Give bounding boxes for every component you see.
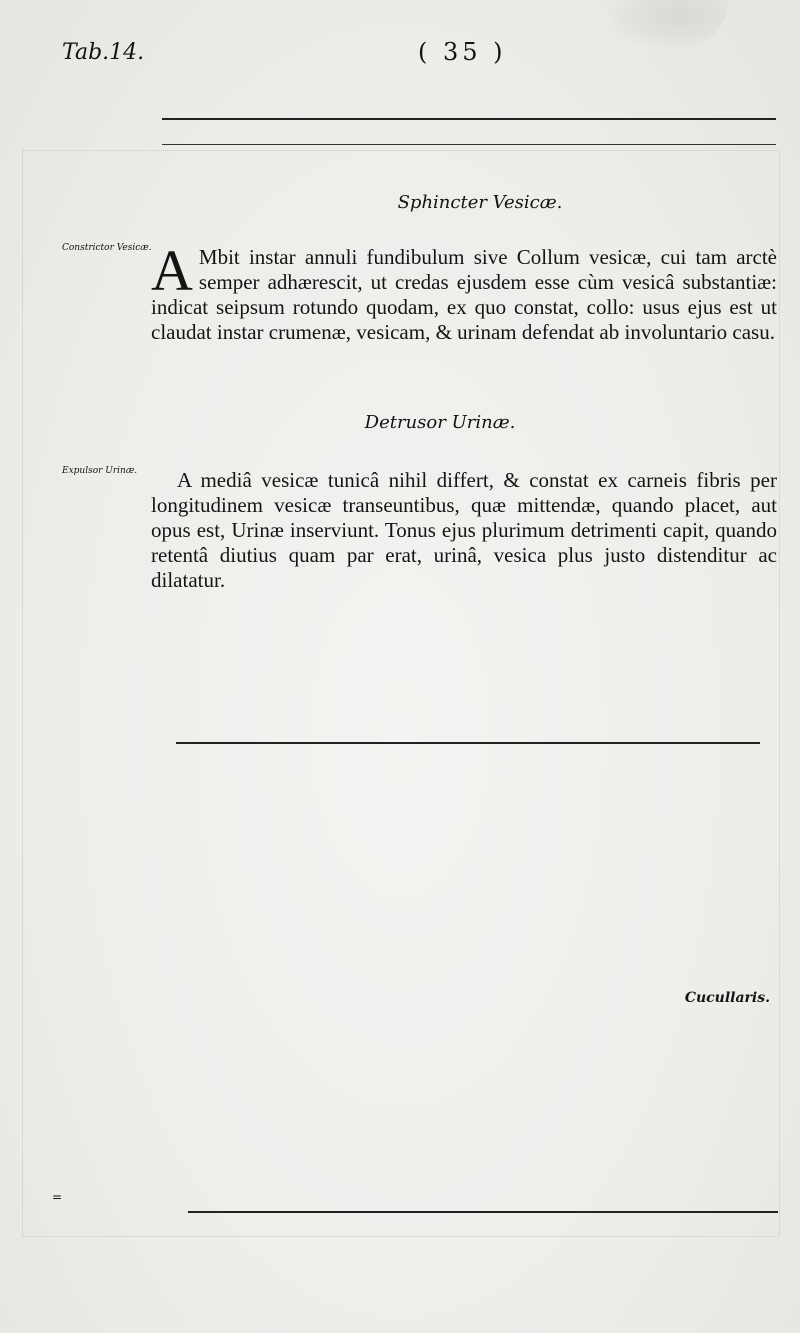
drop-cap: A	[151, 238, 193, 303]
catchword: Cucullaris.	[684, 990, 770, 1006]
margin-note-constrictor: Constrictor Vesicæ.	[62, 243, 152, 253]
paragraph-sphincter-text: Mbit instar annuli fundibulum sive Collum vesicæ, cui tam arctè semper adhærescit, ut credas ejusdem esse cùm vesicâ substantiæ: indicat seipsum rotundo quodam, ex quo constat, collo: usus ejus est ut claudat instar crumenæ, vesicam, & urinam defendat ab involuntario casu.	[151, 245, 777, 344]
page-number: ( 35 )	[418, 38, 507, 66]
paper-stain	[608, 0, 728, 50]
footer-rule	[188, 1211, 778, 1213]
stray-mark: =	[52, 1190, 63, 1204]
paragraph-detrusor: A mediâ vesicæ tunicâ nihil differt, & constat ex carneis fibris per longitudinem vesicæ transeuntibus, quæ mittendæ, quando placet, aut opus est, Urinæ inserviunt. Tonus ejus plurimum detrimenti capit, quando retentâ diutius quam par erat, urinâ, vesica plus justo distenditur ac dilatatur.	[151, 468, 777, 592]
plate-label: Tab.14.	[62, 40, 145, 65]
paragraph-sphincter	[151, 238, 777, 345]
header-rule-top	[162, 118, 776, 120]
header-rule-bottom	[162, 144, 776, 145]
margin-note-expulsor: Expulsor Urinæ.	[62, 466, 138, 476]
section-title-detrusor: Detrusor Urinæ.	[364, 412, 516, 433]
section-title-sphincter: Sphincter Vesicæ.	[397, 192, 563, 213]
section-end-rule	[176, 742, 760, 744]
